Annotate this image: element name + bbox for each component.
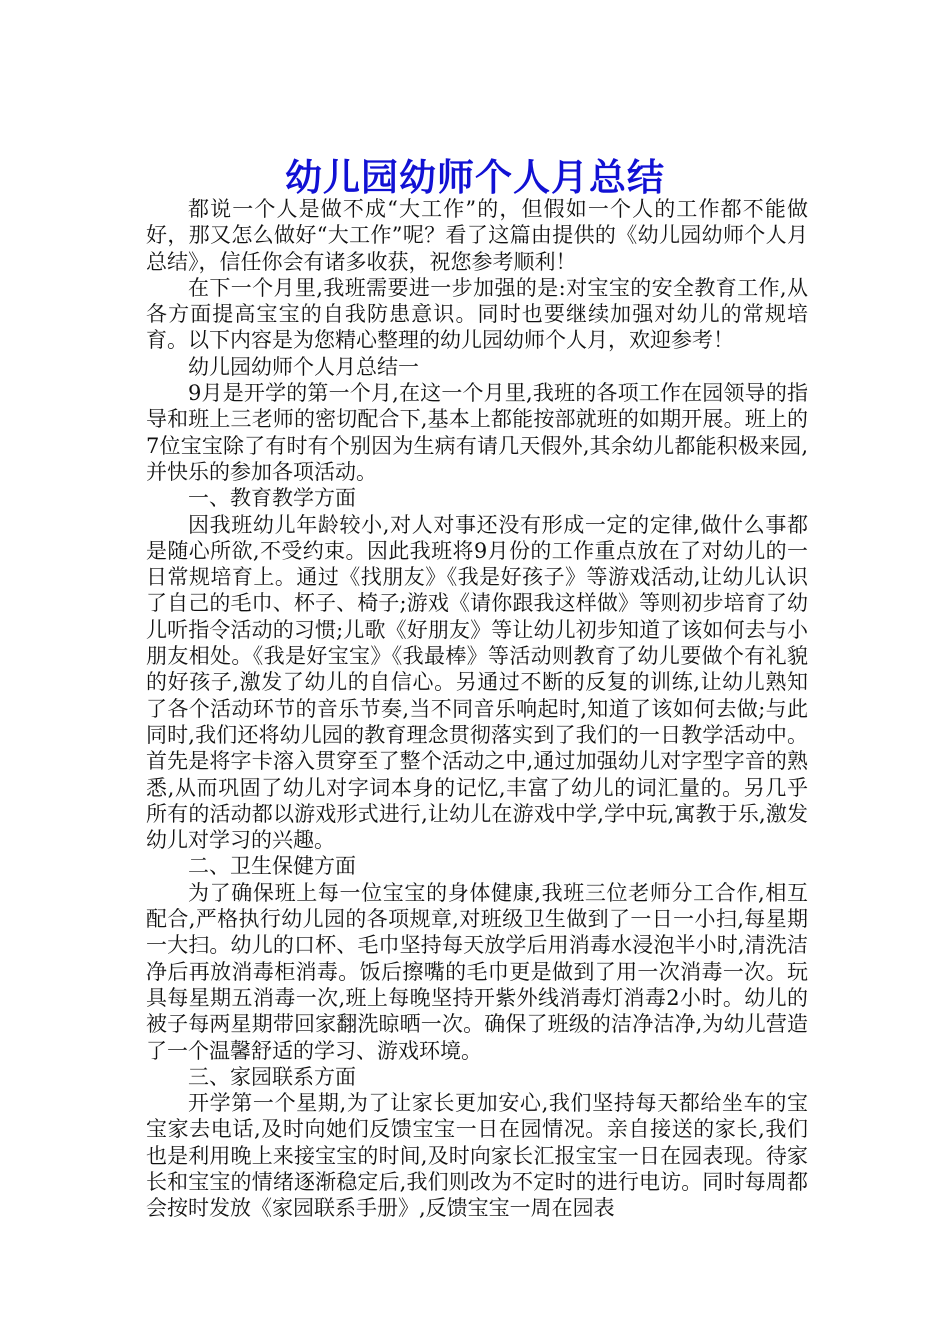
paragraph: 在下一个月里,我班需要进一步加强的是:对宝宝的安全教育工作,从各方面提高宝宝的自我防患意识。同时也要继续加强对幼儿的常规培育。以下内容是为您精心整理的幼儿园幼师个人月，欢迎参考！: [146, 275, 808, 353]
section-heading: 二、卫生保健方面: [188, 854, 356, 879]
section-heading: 三、家园联系方面: [188, 1064, 356, 1089]
paragraph: 9月是开学的第一个月,在这一个月里,我班的各项工作在园领导的指导和班上三老师的密切配合下,基本上都能按部就班的如期开展。班上的7位宝宝除了有时有个别因为生病有请几天假外,其余幼儿都能积极来园,并快乐的参加各项活动。: [146, 381, 808, 484]
paragraph: 都说一个人是做不成“大工作”的，但假如一个人的工作都不能做好，那又怎么做好“大工作”呢？看了这篇由提供的《幼儿园幼师个人月总结》，信任你会有诸多收获，祝您参考顺利！: [146, 197, 808, 274]
paragraph: 开学第一个星期,为了让家长更加安心,我们坚持每天都给坐车的宝宝家去电话,及时向她们反馈宝宝一日在园情况。亲自接送的家长,我们也是利用晚上来接宝宝的时间,及时向家长汇报宝宝一日在园表现。待家长和宝宝的情绪逐渐稳定后,我们则改为不定时的进行电访。同时每周都会按时发放《家园联系手册》,反馈宝宝一周在园表: [146, 1091, 808, 1221]
paragraph: 为了确保班上每一位宝宝的身体健康,我班三位老师分工合作,相互配合,严格执行幼儿园的各项规章,对班级卫生做到了一日一小扫,每星期一大扫。幼儿的口杯、毛巾坚持每天放学后用消毒水浸泡半小时,清洗洁净后再放消毒柜消毒。饭后擦嘴的毛巾更是做到了用一次消毒一次。玩具每星期五消毒一次,班上每晚坚持开紫外线消毒灯消毒2小时。幼儿的被子每两星期带回家翻洗晾晒一次。确保了班级的洁净洁净,为幼儿营造了一个温馨舒适的学习、游戏环境。: [146, 880, 808, 1063]
document-title: 幼儿园幼师个人月总结: [285, 154, 665, 199]
document-body: [146, 196, 808, 1222]
section-heading: 幼儿园幼师个人月总结一: [188, 354, 419, 379]
section-heading: 一、教育教学方面: [188, 486, 356, 511]
paragraph: 因我班幼儿年龄较小,对人对事还没有形成一定的定律,做什么事都是随心所欲,不受约束。因此我班将9月份的工作重点放在了对幼儿的一日常规培育上。通过《找朋友》《我是好孩子》等游戏活动,让幼儿认识了自己的毛巾、杯子、椅子;游戏《请你跟我这样做》等则初步培育了幼儿听指令活动的习惯;儿歌《好朋友》等让幼儿初步知道了该如何去与小朋友相处。《我是好宝宝》《我最棒》等活动则教育了幼儿要做个有礼貌的好孩子,激发了幼儿的自信心。另通过不断的反复的训练,让幼儿熟知了各个活动环节的音乐节奏,当不同音乐响起时,知道了该如何去做;与此同时,我们还将幼儿园的教育理念贯彻落实到了我们的一日教学活动中。首先是将字卡溶入贯穿至了整个活动之中,通过加强幼儿对字型字音的熟悉,从而巩固了幼儿对字词本身的记忆,丰富了幼儿的词汇量的。另几乎所有的活动都以游戏形式进行,让幼儿在游戏中学,学中玩,寓教于乐,激发幼儿对学习的兴趣。: [146, 512, 808, 853]
